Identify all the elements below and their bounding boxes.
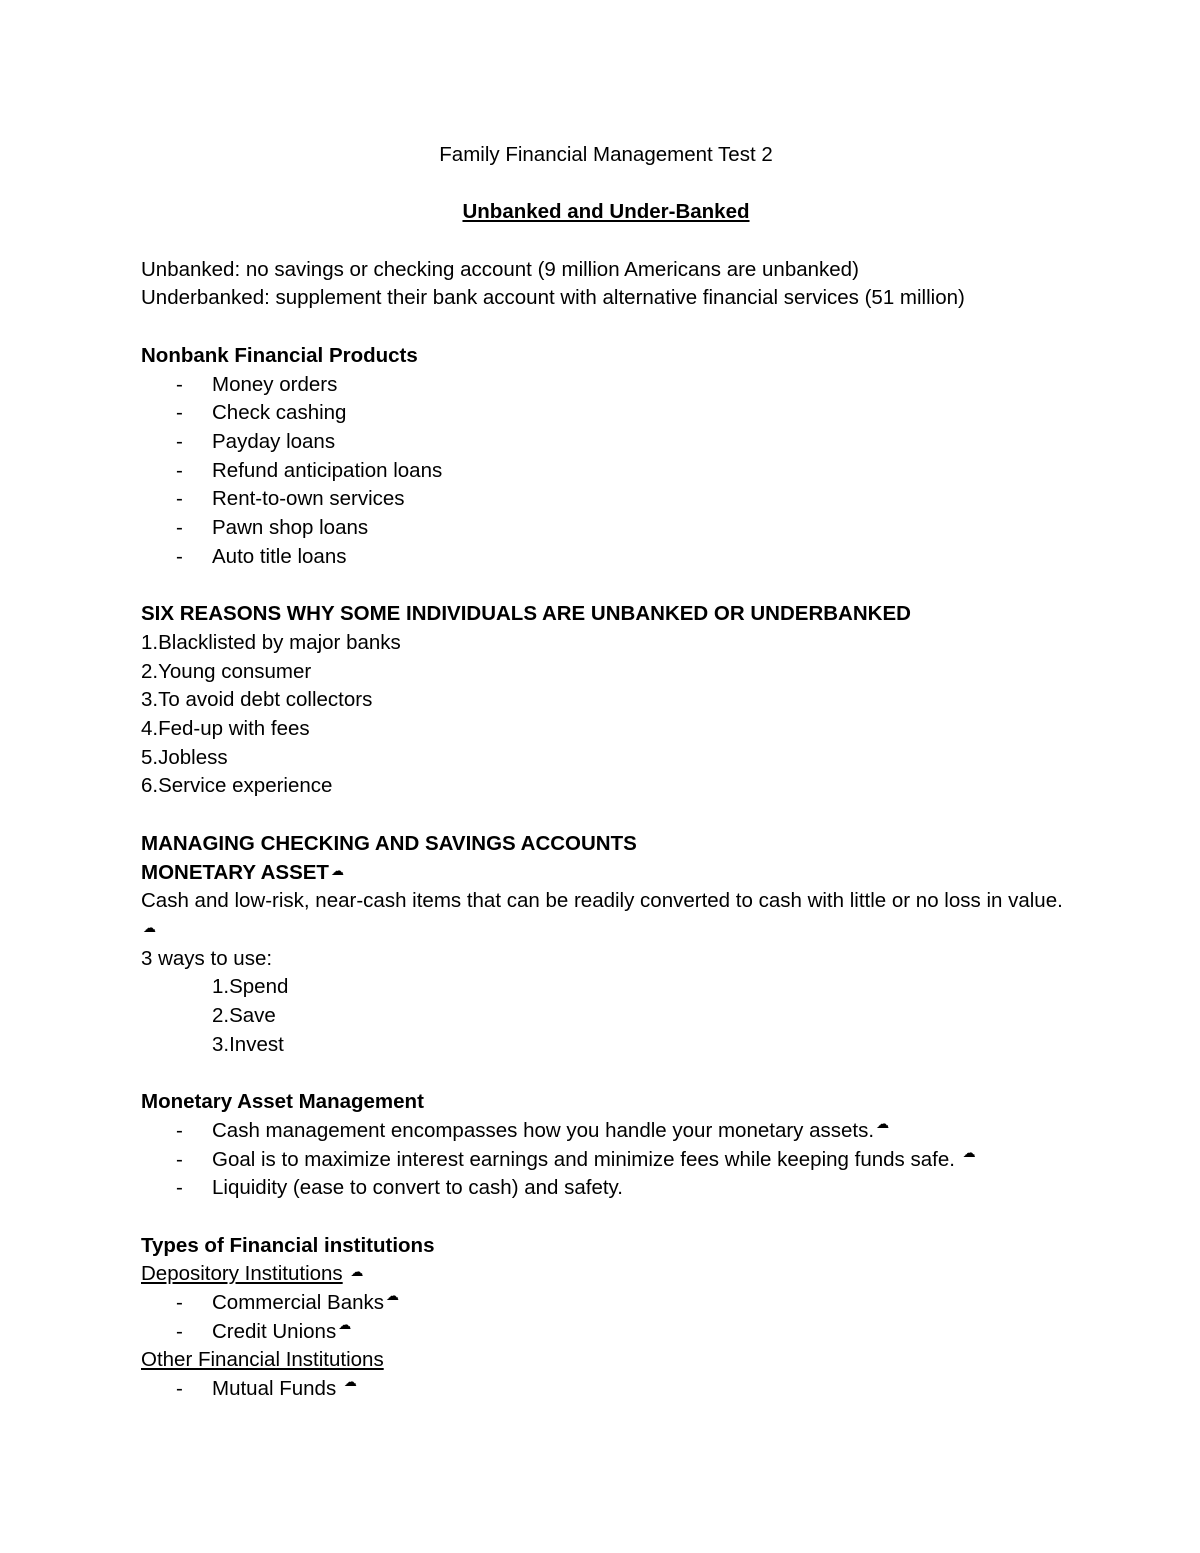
list-item: 3.To avoid debt collectors xyxy=(141,688,373,712)
ways-to-use-label: 3 ways to use: xyxy=(141,946,273,970)
list-item: - Rent-to-own services xyxy=(176,487,405,511)
managing-accounts-heading: MANAGING CHECKING AND SAVINGS ACCOUNTS xyxy=(141,831,637,855)
cloud-symbol-icon: ☁ xyxy=(350,1264,364,1280)
other-institutions-heading: Other Financial Institutions xyxy=(141,1348,384,1372)
document-title: Family Financial Management Test 2 xyxy=(439,143,773,166)
list-item: - Money orders xyxy=(176,372,338,396)
depository-institutions-heading: Depository Institutions ☁ xyxy=(141,1262,364,1286)
cloud-symbol-icon: ☁ xyxy=(962,1144,976,1160)
monetary-asset-definition: Cash and low-risk, near-cash items that can be readily converted to cash with little or no loss in value. ☁ xyxy=(141,889,1063,935)
list-item: 4.Fed-up with fees xyxy=(141,717,310,740)
list-item: - Cash management encompasses how you handle your monetary assets. ☁ xyxy=(141,1117,1071,1146)
cloud-symbol-icon: ☁ xyxy=(338,1316,352,1332)
list-item: 2.Save xyxy=(212,1004,276,1028)
monetary-asset-heading: MONETARY ASSET ☁ xyxy=(141,860,344,884)
cloud-symbol-icon: ☁ xyxy=(330,862,344,878)
monetary-asset-management-heading: Monetary Asset Management xyxy=(141,1090,424,1114)
cloud-symbol-icon: ☁ xyxy=(386,1288,400,1304)
list-item: - Credit Unions ☁ xyxy=(141,1318,1071,1347)
list-item: - Auto title loans xyxy=(176,544,347,568)
list-item: - Refund anticipation loans xyxy=(176,458,443,482)
list-item: 3.Invest xyxy=(212,1032,284,1056)
cloud-symbol-icon: ☁ xyxy=(143,919,156,935)
list-item: - Commercial Banks ☁ xyxy=(141,1289,1071,1318)
cloud-symbol-icon: ☁ xyxy=(876,1115,890,1131)
document-body xyxy=(141,141,1071,1404)
list-item: - Payday loans xyxy=(176,429,336,453)
list-item: 5.Jobless xyxy=(141,745,228,769)
list-item: - Pawn shop loans xyxy=(176,516,369,540)
list-item: - Check cashing xyxy=(176,401,347,425)
list-item: 1.Blacklisted by major banks xyxy=(141,630,401,654)
section-heading-unbanked: Unbanked and Under-Banked xyxy=(462,200,750,224)
unbanked-definition: Unbanked: no savings or checking account (9 million Americans are unbanked) xyxy=(141,257,859,281)
list-item: 1.Spend xyxy=(212,975,289,999)
list-item: - Liquidity (ease to convert to cash) and safety. xyxy=(176,1176,623,1200)
list-item: - Goal is to maximize interest earnings and minimize fees while keeping funds safe. ☁ xyxy=(141,1146,1071,1175)
underbanked-definition: Underbanked: supplement their bank account with alternative financial services (51 million) xyxy=(141,286,965,310)
nonbank-products-heading: Nonbank Financial Products xyxy=(141,343,418,367)
six-reasons-heading: SIX REASONS WHY SOME INDIVIDUALS ARE UNBANKED OR UNDERBANKED xyxy=(141,602,911,626)
cloud-symbol-icon: ☁ xyxy=(343,1374,357,1390)
list-item: 6.Service experience xyxy=(141,774,333,798)
types-of-institutions-heading: Types of Financial institutions xyxy=(141,1233,435,1257)
list-item: 2.Young consumer xyxy=(141,659,312,683)
list-item: - Mutual Funds ☁ xyxy=(141,1375,1071,1404)
